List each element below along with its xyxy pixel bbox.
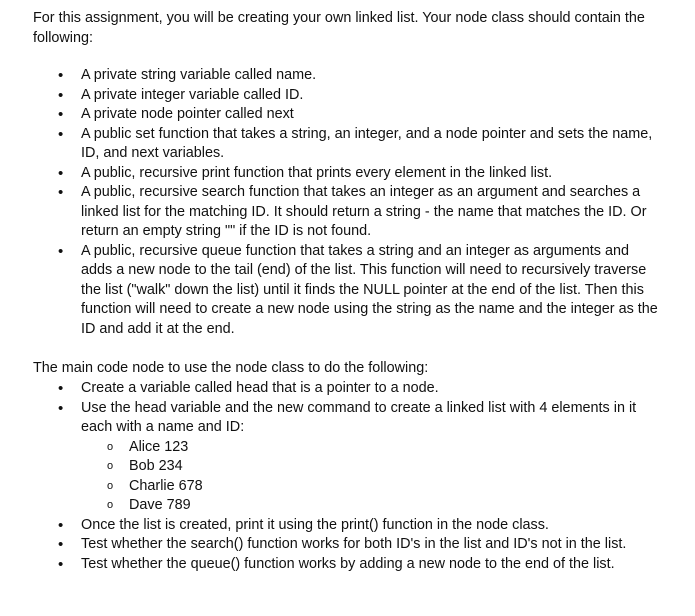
element-item: o Alice 123 — [107, 438, 668, 458]
list-item: • A private integer variable called ID. — [58, 86, 658, 106]
main-code-intro: The main code node to use the node class to do the following: — [33, 360, 429, 376]
list-item — [58, 399, 668, 516]
list-item: • Test whether the queue() function works by adding a new node to the end of the list. — [58, 555, 668, 575]
list-item: • A private node pointer called next — [58, 105, 658, 125]
element-item: o Bob 234 — [107, 457, 668, 477]
node-class-requirements-list — [58, 66, 658, 339]
element-item: o Dave 789 — [107, 496, 668, 516]
intro-paragraph: For this assignment, you will be creating your own linked list. Your node class should contain the following: — [33, 10, 645, 46]
list-item: • Once the list is created, print it using the print() function in the node class. — [58, 516, 668, 536]
linked-list-elements — [81, 438, 668, 516]
list-item: • A public, recursive search function that takes an integer as an argument and searches a linked list for the matching ID. It should return a string - the name that matches the ID. Or return an empty string "" if the ID is not found. — [58, 183, 658, 242]
list-item: • Create a variable called head that is a pointer to a node. — [58, 379, 668, 399]
list-item-text: Use the head variable and the new command to create a linked list with 4 elements in it each with a name and ID: — [81, 399, 637, 435]
element-item: o Charlie 678 — [107, 477, 668, 497]
list-item: • A public set function that takes a string, an integer, and a node pointer and sets the name, ID, and next variables. — [58, 125, 658, 164]
list-item: • A public, recursive print function that prints every element in the linked list. — [58, 164, 658, 184]
list-item: • Test whether the search() function works for both ID's in the list and ID's not in the list. — [58, 535, 668, 555]
main-code-task-list — [58, 379, 668, 574]
list-item: • A public, recursive queue function that takes a string and an integer as arguments and adds a new node to the tail (end) of the list. This function will need to recursively traverse the list ("walk" down the list) until it finds the NULL pointer at the end of the list. Then this function will need to create a new node using the string as the name and the integer as the ID and add it at the end. — [58, 242, 658, 340]
list-item: • A private string variable called name. — [58, 66, 658, 86]
